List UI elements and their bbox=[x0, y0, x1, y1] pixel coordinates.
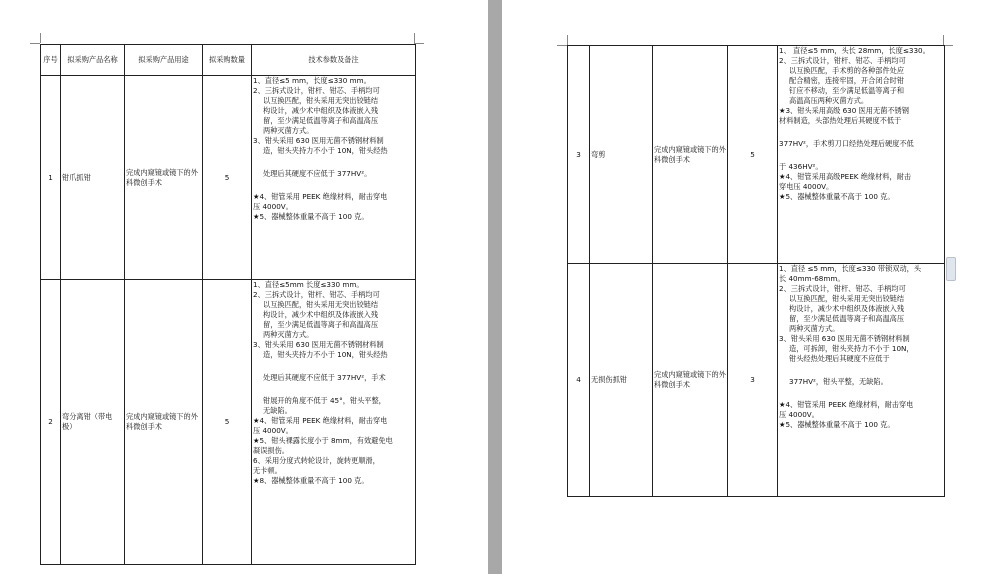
row-product-name: 弯分离钳（带电极） bbox=[61, 280, 125, 565]
spec-line: 钳头经热处理后其硬度不应低于 bbox=[789, 354, 890, 363]
row-product-use: 完成内窥镜或镜下的外科微创手术 bbox=[125, 76, 203, 280]
spec-line: 构设计，减少术中组织及体液嵌入残 bbox=[263, 106, 379, 115]
spec-line: 2、三拆式设计，钳杆、钳芯、手柄均可 bbox=[779, 284, 906, 293]
header-product-use: 拟采购产品用途 bbox=[125, 45, 203, 76]
spec-line: 高温高压两种灭菌方式。 bbox=[789, 96, 869, 105]
spec-line: 两种灭菌方式。 bbox=[263, 330, 314, 339]
spec-line: 377HV²，手术剪刀口经热处理后硬度不低 bbox=[779, 139, 914, 148]
spec-line: 2、三拆式设计，钳杆、钳芯、手柄均可 bbox=[253, 86, 380, 95]
spec-line: 无缺陷。 bbox=[263, 406, 292, 415]
spec-line: 1、 直径≤5 mm，头长 28mm，长度≤330。 bbox=[779, 46, 930, 55]
row-product-name: 弯剪 bbox=[590, 46, 653, 264]
table-header-row bbox=[41, 45, 416, 76]
spec-line: 以互换匹配，手术剪的各种部件处应 bbox=[789, 66, 905, 75]
spec-line: 配合精密，连接牢固，开合闭合时钳 bbox=[789, 76, 905, 85]
spec-line: 留，至少满足低温等离子和高温高压 bbox=[789, 314, 905, 323]
spec-line: 无卡顿。 bbox=[253, 466, 282, 475]
spec-line: 造，钳头夹持力不小于 10N，钳头经热 bbox=[263, 350, 388, 359]
row-quantity: 3 bbox=[728, 264, 778, 497]
spec-line: 长 40mm-68mm。 bbox=[779, 274, 845, 283]
spec-line: 两种灭菌方式。 bbox=[789, 324, 840, 333]
procurement-table-page1 bbox=[40, 44, 416, 565]
table-row bbox=[41, 76, 416, 280]
spec-line: 于 436HV²。 bbox=[779, 162, 823, 171]
spec-line: 3、钳头采用 630 医用无菌不锈钢材料制 bbox=[253, 340, 384, 349]
spec-line: 以互换匹配，钳头采用无突出铰链结 bbox=[263, 96, 379, 105]
spec-line: 构设计，减少术中组织及体液嵌入残 bbox=[789, 304, 905, 313]
spec-line: ★3、钳头采用高级 630 医用无菌不锈钢 bbox=[779, 106, 909, 115]
row-product-name: 无损伤抓钳 bbox=[590, 264, 653, 497]
spec-line: 钳展开的角度不低于 45°，钳头平整， bbox=[263, 396, 386, 405]
table-row bbox=[568, 46, 945, 264]
spec-line: 2、三拆式设计，钳杆、钳芯、手柄均可 bbox=[253, 290, 380, 299]
spec-line: ★4、钳管采用 PEEK 绝缘材料，耐击穿电 bbox=[779, 400, 914, 409]
row-quantity: 5 bbox=[728, 46, 778, 264]
spec-line: 2、三拆式设计，钳杆、钳芯、手柄均可 bbox=[779, 56, 906, 65]
spec-line: 留，至少满足低温等离子和高温高压 bbox=[263, 116, 379, 125]
page-gutter bbox=[488, 0, 502, 574]
spec-line: 处理后其硬度不应低于 377HV²。 bbox=[263, 169, 372, 178]
row-no: 3 bbox=[568, 46, 590, 264]
row-spec bbox=[778, 264, 945, 497]
row-product-name: 钳爪抓钳 bbox=[61, 76, 125, 280]
header-no: 序号 bbox=[41, 45, 61, 76]
row-product-use: 完成内窥镜或镜下的外科微创手术 bbox=[125, 280, 203, 565]
header-product-name: 拟采购产品名称 bbox=[61, 45, 125, 76]
spec-line: ★5、器械整体重量不高于 100 克。 bbox=[253, 212, 369, 221]
header-quantity: 拟采购数量 bbox=[203, 45, 252, 76]
row-product-use: 完成内窥镜或镜下的外科微创手术 bbox=[653, 264, 728, 497]
table-row bbox=[41, 280, 416, 565]
spec-line: 钉应不移动，至少满足低温等离子和 bbox=[789, 86, 905, 95]
spec-line: 以互换匹配，钳头采用无突出铰链结 bbox=[263, 300, 379, 309]
row-no: 2 bbox=[41, 280, 61, 565]
row-product-use: 完成内窥镜或镜下的外科微创手术 bbox=[653, 46, 728, 264]
row-no: 4 bbox=[568, 264, 590, 497]
spec-line: 材料制造，头部热处理后其硬度不低于 bbox=[779, 116, 902, 125]
document-page-right bbox=[502, 0, 1003, 574]
spec-line: ★5、钳头裸露长度小于 8mm，有效避免电 bbox=[253, 436, 393, 445]
spec-line: ★4、钳管采用高级PEEK 绝缘材料，耐击 bbox=[779, 172, 912, 181]
spec-line: 造，钳头夹持力不小于 10N，钳头经热 bbox=[263, 146, 388, 155]
spec-line: 构设计，减少术中组织及体液嵌入残 bbox=[263, 310, 379, 319]
document-page-left bbox=[0, 0, 488, 574]
spec-line: 穿电压 4000V。 bbox=[779, 182, 834, 191]
spec-line: 377HV²，钳头平整，无缺陷。 bbox=[789, 377, 888, 386]
spec-line: 3、钳头采用 630 医用无菌不锈钢材料制 bbox=[253, 136, 384, 145]
spec-line: ★8、器械整体重量不高于 100 克。 bbox=[253, 476, 369, 485]
spec-line: 压 4000V。 bbox=[779, 410, 819, 419]
row-no: 1 bbox=[41, 76, 61, 280]
scroll-handle-tab[interactable] bbox=[946, 257, 956, 281]
spec-line: 压 4000V。 bbox=[253, 426, 293, 435]
spec-line: 凝误损伤。 bbox=[253, 446, 289, 455]
spec-line: 6、采用分度式转轮设计，旋转更顺滑， bbox=[253, 456, 380, 465]
spec-line: 两种灭菌方式。 bbox=[263, 126, 314, 135]
spec-line: ★5、器械整体重量不高于 100 克。 bbox=[779, 192, 895, 201]
table-row bbox=[568, 264, 945, 497]
spec-line: ★4、钳管采用 PEEK 绝缘材料，耐击穿电 bbox=[253, 192, 388, 201]
spec-line: 1、直径 ≤5 mm，长度≤330 带锁双动，头 bbox=[779, 264, 922, 273]
header-spec: 技术参数及备注 bbox=[252, 45, 416, 76]
row-quantity: 5 bbox=[203, 280, 252, 565]
spec-line: 处理后其硬度不应低于 377HV²，手术 bbox=[263, 373, 386, 382]
spec-line: 1、直径≤5mm 长度≤330 mm。 bbox=[253, 280, 364, 289]
spec-line: 以互换匹配，钳头采用无突出铰链结 bbox=[789, 294, 905, 303]
procurement-table-page2 bbox=[567, 45, 945, 497]
spec-line: 造，可拆卸，钳头夹持力不小于 10N， bbox=[789, 344, 914, 353]
row-quantity: 5 bbox=[203, 76, 252, 280]
spec-line: 1、直径≤5 mm，长度≤330 mm。 bbox=[253, 76, 371, 85]
spec-line: 3、钳头采用 630 医用无菌不锈钢材料制 bbox=[779, 334, 910, 343]
spec-line: 留，至少满足低温等离子和高温高压 bbox=[263, 320, 379, 329]
row-spec bbox=[252, 76, 416, 280]
row-spec bbox=[778, 46, 945, 264]
spec-line: 压 4000V。 bbox=[253, 202, 293, 211]
spec-line: ★4、钳管采用 PEEK 绝缘材料，耐击穿电 bbox=[253, 416, 388, 425]
row-spec bbox=[252, 280, 416, 565]
spec-line: ★5、器械整体重量不高于 100 克。 bbox=[779, 420, 895, 429]
